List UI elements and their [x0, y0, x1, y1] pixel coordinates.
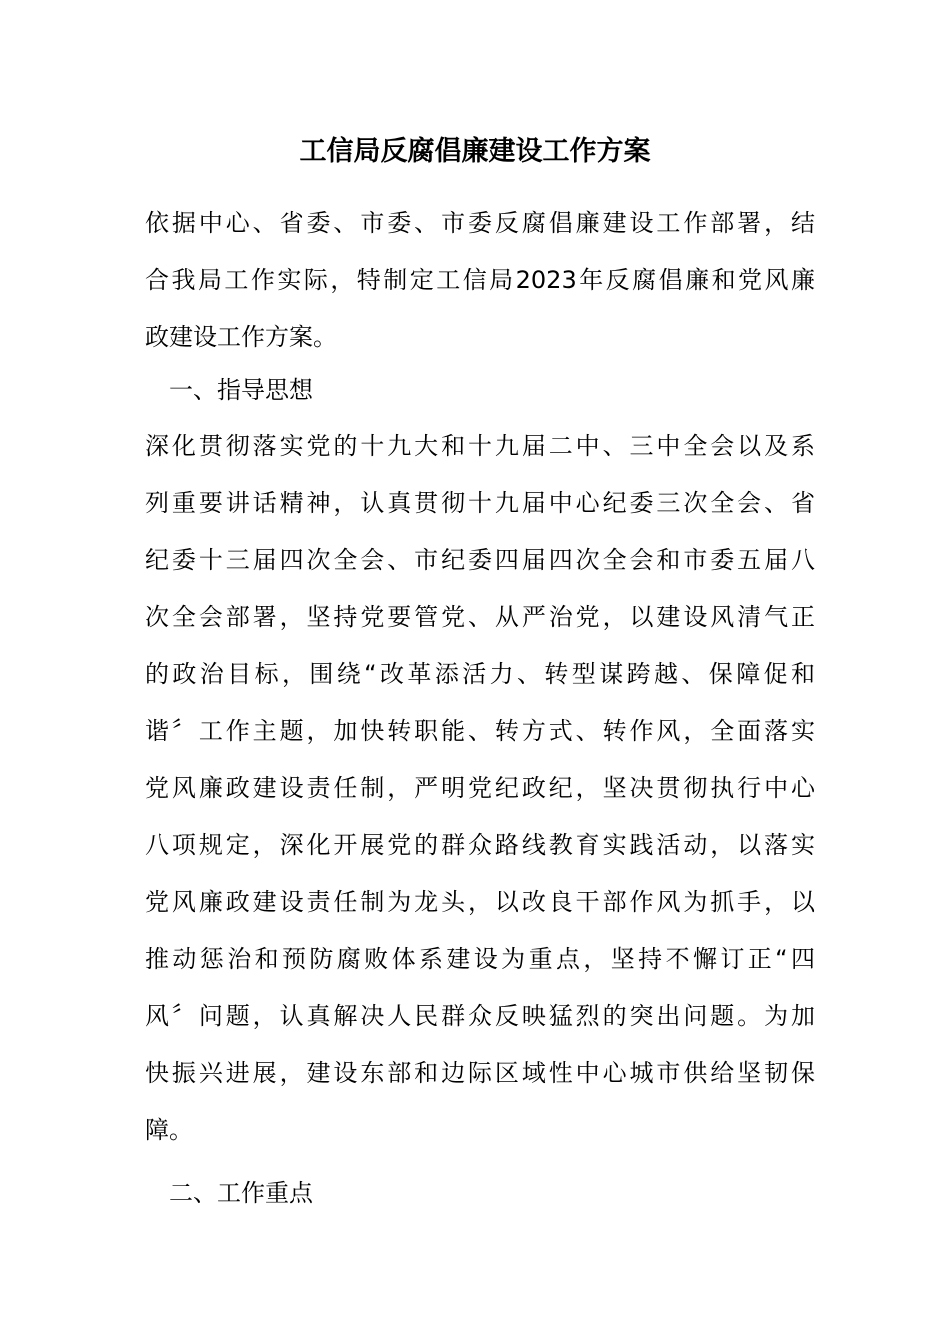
- section-1-line-9: 党风廉政建设责任制为龙头，以改良干部作风为抓手，以: [145, 888, 815, 916]
- section-1-line-1: 深化贯彻落实党的十九大和十九届二中、三中全会以及系: [145, 432, 815, 460]
- document-title: 工信局反腐倡廉建设工作方案: [299, 136, 651, 167]
- section-1-heading: 一、指导思想: [169, 376, 313, 404]
- intro-line-1: 依据中心、省委、市委、市委反腐倡廉建设工作部署，结: [145, 209, 815, 237]
- section-1-line-8: 八项规定，深化开展党的群众路线教育实践活动，以落实: [145, 831, 815, 859]
- section-1-line-10: 推动惩治和预防腐败体系建设为重点，坚持不懈订正“四: [145, 945, 815, 973]
- intro-line-3: 政建设工作方案。: [145, 323, 337, 351]
- section-1-paragraph: [145, 418, 815, 1159]
- intro-line-2: 合我局工作实际，特制定工信局2023年反腐倡廉和党风廉: [145, 266, 815, 294]
- section-1-line-7: 党风廉政建设责任制，严明党纪政纪，坚决贯彻执行中心: [145, 774, 815, 802]
- section-1-line-4: 次全会部署，坚持党要管党、从严治党，以建设风清气正: [145, 603, 815, 631]
- section-1-line-11: 风〞问题，认真解决人民群众反映猛烈的突出问题。为加: [145, 1002, 815, 1030]
- section-1-line-5: 的政治目标，围绕“改革添活力、转型谋跨越、保障促和: [145, 660, 815, 688]
- section-1-line-6: 谐〞工作主题，加快转职能、转方式、转作风，全面落实: [145, 717, 815, 745]
- section-1-line-3: 纪委十三届四次全会、市纪委四届四次全会和市委五届八: [145, 546, 815, 574]
- section-1-line-13: 障。: [145, 1116, 193, 1144]
- intro-paragraph: [145, 195, 815, 366]
- section-1-line-12: 快振兴进展，建设东部和边际区域性中心城市供给坚韧保: [145, 1059, 815, 1087]
- section-1-line-2: 列重要讲话精神，认真贯彻十九届中心纪委三次全会、省: [145, 489, 815, 517]
- section-2-heading: 二、工作重点: [169, 1179, 313, 1207]
